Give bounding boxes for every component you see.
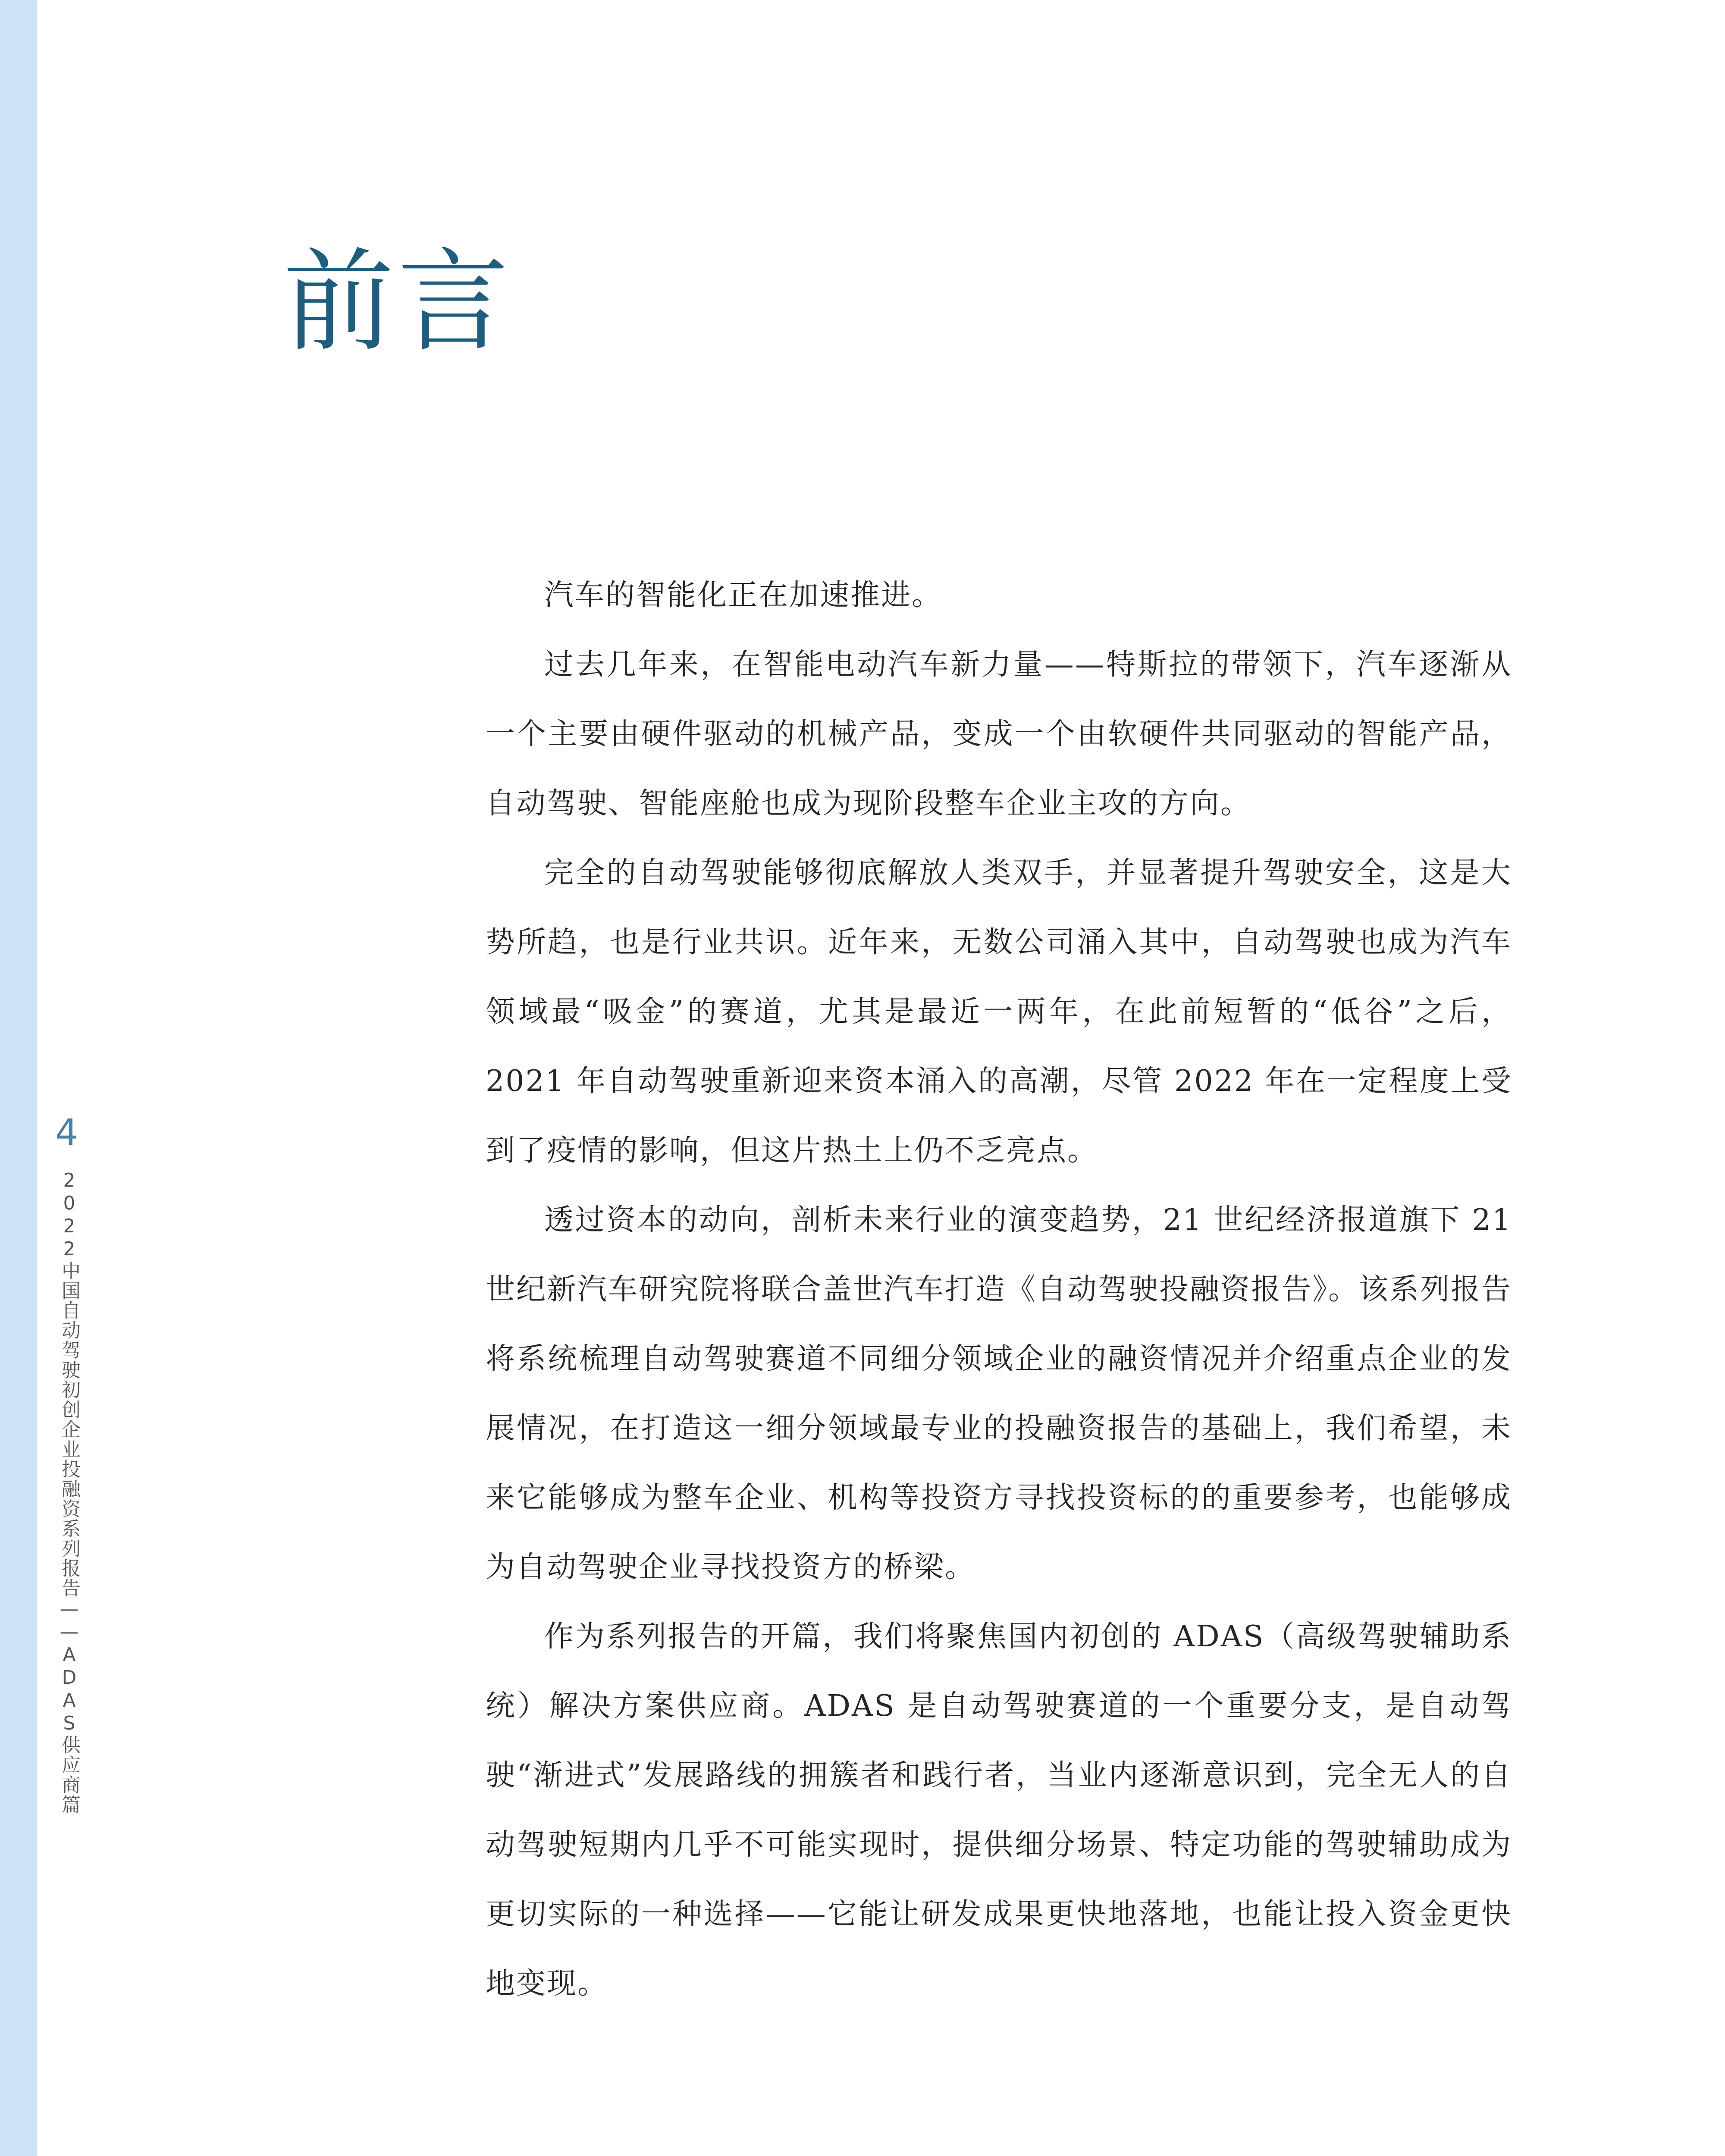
- paragraph: 作为系列报告的开篇，我们将聚焦国内初创的 ADAS（高级驾驶辅助系统）解决方案供应商。ADAS 是自动驾驶赛道的一个重要分支，是自动驾驶“渐进式”发展路线的拥簇者和践行者，当业内逐渐意识到，完全无人的自动驾驶短期内几乎不可能实现时，提供细分场景、特定功能的驾驶辅助成为更切实际的一种选择——它能让研发成果更快地落地，也能让投入资金更快地变现。: [486, 1620, 1512, 2001]
- page-title: 前言: [283, 237, 512, 367]
- page-number: 4: [55, 1111, 78, 1153]
- side-report-title: 2022中国自动驾驶初创企业投融资系列报告——ADAS供应商篇: [58, 1169, 80, 1814]
- left-margin-band: [0, 0, 37, 2156]
- paragraph: 汽车的智能化正在加速推进。: [544, 578, 943, 612]
- paragraph: 完全的自动驾驶能够彻底解放人类双手，并显著提升驾驶安全，这是大势所趋，也是行业共识。近年来，无数公司涌入其中，自动驾驶也成为汽车领域最“吸金”的赛道，尤其是最近一两年，在此前短暂的“低谷”之后，2021 年自动驾驶重新迎来资本涌入的高潮，尽管 2022 年在一定程度上受到了疫情的影响，但这片热土上仍不乏亮点。: [486, 856, 1512, 1168]
- paragraph: 过去几年来，在智能电动汽车新力量——特斯拉的带领下，汽车逐渐从一个主要由硬件驱动的机械产品，变成一个由软硬件共同驱动的智能产品，自动驾驶、智能座舱也成为现阶段整车企业主攻的方向。: [486, 648, 1512, 821]
- preface-body: [486, 561, 1512, 2018]
- paragraph: 透过资本的动向，剖析未来行业的演变趋势，21 世纪经济报道旗下 21 世纪新汽车研究院将联合盖世汽车打造《自动驾驶投融资报告》。该系列报告将系统梳理自动驾驶赛道不同细分领域企业的融资情况并介绍重点企业的发展情况，在打造这一细分领域最专业的投融资报告的基础上，我们希望，未来它能够成为整车企业、机构等投资方寻找投资标的的重要参考，也能够成为自动驾驶企业寻找投资方的桥梁。: [486, 1203, 1512, 1584]
